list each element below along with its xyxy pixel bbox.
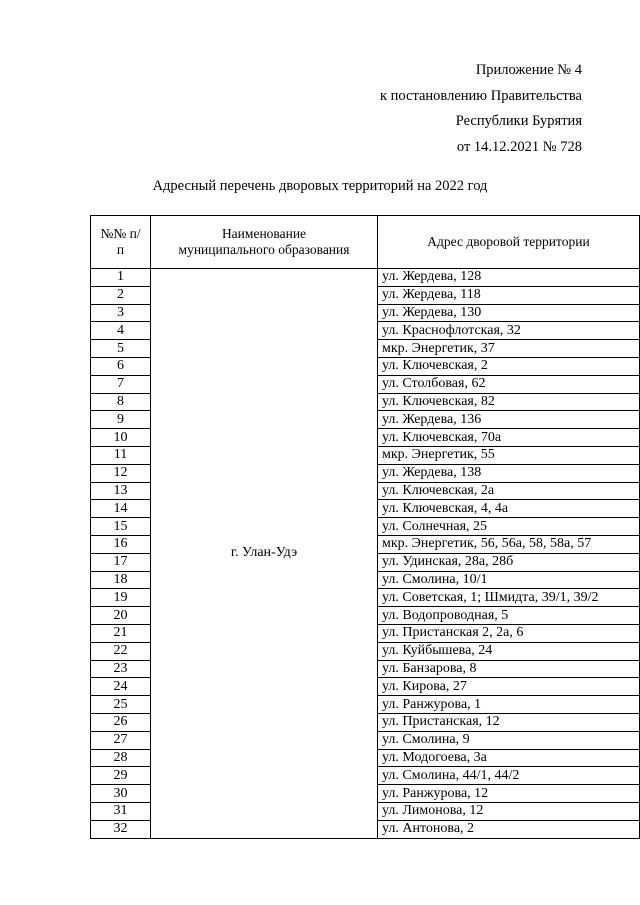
row-address: мкр. Энергетик, 55 (378, 446, 640, 464)
row-number: 11 (91, 446, 151, 464)
row-number: 7 (91, 375, 151, 393)
row-number: 14 (91, 500, 151, 518)
appendix-header (330, 58, 582, 161)
row-number: 30 (91, 785, 151, 803)
row-number: 18 (91, 571, 151, 589)
row-number: 2 (91, 286, 151, 304)
row-address: ул. Столбовая, 62 (378, 375, 640, 393)
row-number: 10 (91, 429, 151, 447)
row-address: мкр. Энергетик, 37 (378, 340, 640, 358)
appendix-number: Приложение № 4 (475, 62, 582, 78)
document-title: Адресный перечень дворовых территорий на 2022 год (152, 178, 488, 194)
row-number: 19 (91, 589, 151, 607)
row-number: 21 (91, 624, 151, 642)
row-number: 28 (91, 749, 151, 767)
row-number: 25 (91, 696, 151, 714)
row-address: ул. Удинская, 28а, 28б (378, 553, 640, 571)
row-number: 4 (91, 322, 151, 340)
row-address: ул. Пристанская, 12 (378, 713, 640, 731)
row-address: ул. Смолина, 10/1 (378, 571, 640, 589)
row-address: ул. Лимонова, 12 (378, 802, 640, 820)
table-row (91, 269, 640, 287)
row-number: 12 (91, 464, 151, 482)
row-number: 20 (91, 607, 151, 625)
row-address: ул. Жердева, 130 (378, 304, 640, 322)
table-header-row (91, 216, 640, 269)
row-address: ул. Ключевская, 2 (378, 357, 640, 375)
row-number: 8 (91, 393, 151, 411)
row-address: ул. Советская, 1; Шмидта, 39/1, 39/2 (378, 589, 640, 607)
row-address: ул. Водопроводная, 5 (378, 607, 640, 625)
appendix-reference: к постановлению Правительства (380, 87, 582, 104)
row-number: 16 (91, 535, 151, 553)
table-body (91, 269, 640, 839)
column-header-municipality: Наименование муниципального образования (151, 216, 378, 269)
column-header-address: Адрес дворовой территории (378, 216, 640, 269)
row-number: 23 (91, 660, 151, 678)
row-number: 31 (91, 802, 151, 820)
row-address: ул. Жердева, 138 (378, 464, 640, 482)
row-address: ул. Ключевская, 2а (378, 482, 640, 500)
row-number: 17 (91, 553, 151, 571)
row-address: ул. Антонова, 2 (378, 820, 640, 838)
row-address: ул. Кирова, 27 (378, 678, 640, 696)
row-address: ул. Смолина, 44/1, 44/2 (378, 767, 640, 785)
row-number: 13 (91, 482, 151, 500)
row-number: 9 (91, 411, 151, 429)
row-address: ул. Банзарова, 8 (378, 660, 640, 678)
appendix-region: Республики Бурятия (455, 113, 582, 130)
row-address: мкр. Энергетик, 56, 56а, 58, 58а, 57 (378, 535, 640, 553)
row-address: ул. Пристанская 2, 2а, 6 (378, 624, 640, 642)
row-number: 6 (91, 357, 151, 375)
row-address: ул. Жердева, 136 (378, 411, 640, 429)
column-header-number: №№ п/п (91, 216, 151, 269)
row-address: ул. Солнечная, 25 (378, 518, 640, 536)
municipality-cell: г. Улан-Удэ (151, 269, 378, 839)
row-address: ул. Жердева, 118 (378, 286, 640, 304)
row-address: ул. Жердева, 128 (378, 269, 640, 287)
row-number: 22 (91, 642, 151, 660)
row-number: 3 (91, 304, 151, 322)
row-number: 27 (91, 731, 151, 749)
address-table (90, 215, 640, 839)
row-number: 1 (91, 269, 151, 287)
row-number: 29 (91, 767, 151, 785)
row-address: ул. Ранжурова, 12 (378, 785, 640, 803)
appendix-date: от 14.12.2021 № 728 (456, 139, 582, 156)
row-address: ул. Ключевская, 4, 4а (378, 500, 640, 518)
row-address: ул. Ключевская, 82 (378, 393, 640, 411)
row-address: ул. Ключевская, 70а (378, 429, 640, 447)
row-address: ул. Ранжурова, 1 (378, 696, 640, 714)
row-number: 24 (91, 678, 151, 696)
row-number: 15 (91, 518, 151, 536)
row-address: ул. Краснофлотская, 32 (378, 322, 640, 340)
row-address: ул. Куйбышева, 24 (378, 642, 640, 660)
row-address: ул. Модогоева, 3а (378, 749, 640, 767)
row-number: 26 (91, 713, 151, 731)
row-address: ул. Смолина, 9 (378, 731, 640, 749)
row-number: 32 (91, 820, 151, 838)
row-number: 5 (91, 340, 151, 358)
